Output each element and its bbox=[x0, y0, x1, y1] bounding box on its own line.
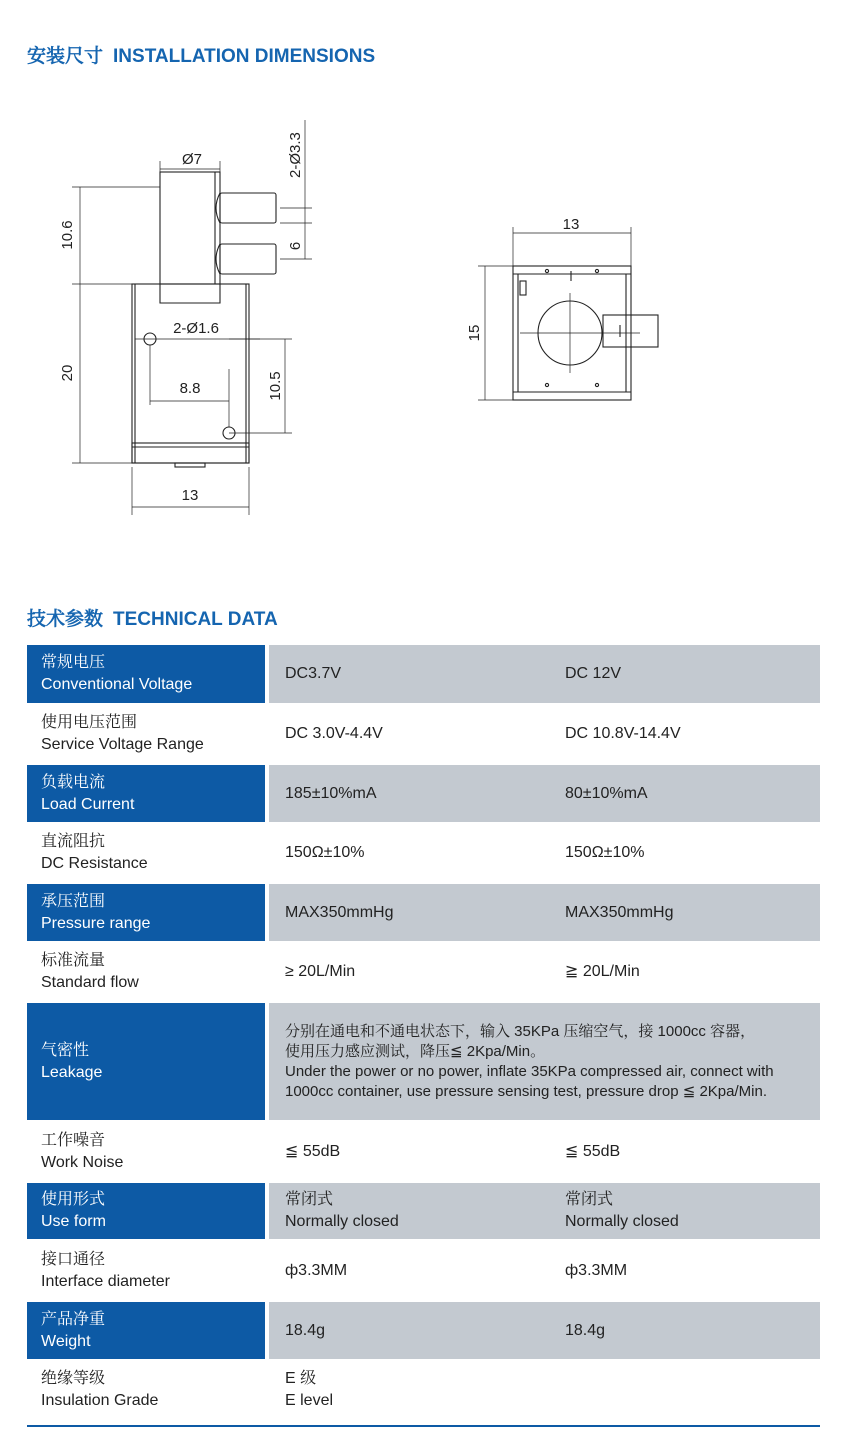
value-cell: ≧ 20L/Min bbox=[549, 944, 820, 1000]
label-cn: 标准流量 bbox=[41, 952, 106, 969]
row-label bbox=[27, 765, 269, 822]
label-en: Pressure range bbox=[41, 914, 151, 932]
table-row bbox=[27, 645, 820, 703]
technical-title-cn: 技术参数 bbox=[27, 609, 104, 630]
label-cn: 常规电压 bbox=[41, 654, 106, 671]
label-cn: 气密性 bbox=[41, 1041, 90, 1059]
row-label bbox=[27, 1123, 269, 1180]
value-cell: 18.4g bbox=[269, 1302, 549, 1359]
value-cell: DC 3.0V-4.4V bbox=[269, 706, 549, 762]
row-label bbox=[27, 1302, 269, 1359]
front-port-lower bbox=[220, 244, 276, 274]
label-cn: 产品净重 bbox=[41, 1310, 106, 1328]
table-row bbox=[27, 825, 820, 881]
value-cell: ≦ 55dB bbox=[549, 1123, 820, 1180]
side-dimension-lines bbox=[478, 227, 640, 400]
table-row bbox=[27, 1242, 820, 1299]
leakage-note-cn-1: 分别在通电和不通电状态下，输入 35KPa 压缩空气，接 1000cc 容器， bbox=[285, 1022, 756, 1040]
row-label bbox=[27, 1362, 269, 1418]
value-cell: ≦ 55dB bbox=[269, 1123, 549, 1180]
installation-title-en: INSTALLATION DIMENSIONS bbox=[113, 46, 376, 67]
leakage-note bbox=[269, 1003, 820, 1120]
label-cn: 直流阻抗 bbox=[41, 833, 106, 850]
value-cell: MAX350mmHg bbox=[549, 884, 820, 941]
front-body bbox=[132, 284, 249, 463]
table-row bbox=[27, 1123, 820, 1180]
label-en: Weight bbox=[41, 1332, 91, 1350]
value-cell bbox=[269, 1362, 549, 1418]
front-inlet-column bbox=[160, 172, 220, 284]
label-en: DC Resistance bbox=[41, 855, 148, 872]
label-en: Use form bbox=[41, 1213, 106, 1230]
table-row bbox=[27, 884, 820, 941]
table-bottom-rule bbox=[27, 1425, 820, 1427]
front-port-upper bbox=[220, 193, 276, 223]
label-cn: 工作噪音 bbox=[41, 1131, 106, 1149]
value-en: Normally closed bbox=[565, 1213, 679, 1230]
label-cn: 接口通径 bbox=[41, 1250, 106, 1268]
table-row bbox=[27, 1003, 820, 1120]
value-cell bbox=[549, 1183, 820, 1239]
label-en: Insulation Grade bbox=[41, 1392, 159, 1409]
value-cell bbox=[269, 1183, 549, 1239]
label-cn: 使用形式 bbox=[41, 1191, 106, 1208]
front-dimension-lines bbox=[72, 120, 312, 515]
installation-drawing bbox=[0, 75, 846, 545]
value-cn: E 级 bbox=[285, 1370, 317, 1387]
value-cell: 80±10%mA bbox=[549, 765, 820, 822]
value-cell: ф3.3MM bbox=[269, 1242, 549, 1299]
table-row bbox=[27, 944, 820, 1000]
value-cell: ≥ 20L/Min bbox=[269, 944, 549, 1000]
label-en: Work Noise bbox=[41, 1153, 124, 1171]
row-label bbox=[27, 1183, 269, 1239]
row-label bbox=[27, 1242, 269, 1299]
leakage-note-cn-2: 使用压力感应测试，降压≦ 2Kpa/Min。 bbox=[285, 1042, 546, 1060]
value-cell: 18.4g bbox=[549, 1302, 820, 1359]
value-en: Normally closed bbox=[285, 1213, 399, 1230]
label-cn: 承压范围 bbox=[41, 892, 106, 910]
installation-title bbox=[27, 41, 375, 68]
value-cn: 常闭式 bbox=[285, 1191, 334, 1208]
value-cn: 常闭式 bbox=[565, 1191, 614, 1208]
value-cell: DC 12V bbox=[549, 645, 820, 703]
label-cn: 负载电流 bbox=[41, 773, 106, 791]
leakage-note-en-2: 1000cc container, use pressure sensing test, pressure drop ≦ 2Kpa/Min. bbox=[285, 1082, 767, 1100]
dim-diameter-7: Ø7 bbox=[181, 151, 203, 168]
technical-title-en: TECHNICAL DATA bbox=[113, 609, 278, 630]
table-row bbox=[27, 1302, 820, 1359]
table-row bbox=[27, 1183, 820, 1239]
value-cell: 185±10%mA bbox=[269, 765, 549, 822]
label-en: Conventional Voltage bbox=[41, 676, 193, 693]
dim-hole-diameter: 2-Ø1.6 bbox=[173, 320, 219, 337]
label-en: Standard flow bbox=[41, 974, 139, 991]
label-en: Interface diameter bbox=[41, 1272, 170, 1290]
dim-port-spacing: 6 bbox=[287, 241, 304, 251]
row-label bbox=[27, 1003, 269, 1120]
dim-hole-spacing-10-5: 10.5 bbox=[267, 371, 284, 401]
label-cn: 使用电压范围 bbox=[41, 714, 138, 731]
dim-width-13-front: 13 bbox=[181, 487, 199, 504]
value-cell: 150Ω±10% bbox=[549, 825, 820, 881]
table-row bbox=[27, 1362, 820, 1418]
row-label bbox=[27, 884, 269, 941]
value-cell: DC 10.8V-14.4V bbox=[549, 706, 820, 762]
dim-hole-spacing-8-8: 8.8 bbox=[179, 380, 201, 397]
value-en: E level bbox=[285, 1392, 334, 1409]
row-label bbox=[27, 825, 269, 881]
value-cell: MAX350mmHg bbox=[269, 884, 549, 941]
dim-port-diameter: 2-Ø3.3 bbox=[287, 132, 304, 178]
row-label bbox=[27, 706, 269, 762]
table-row bbox=[27, 706, 820, 762]
row-label bbox=[27, 645, 269, 703]
spec-table bbox=[27, 645, 820, 1418]
dim-height-20: 20 bbox=[59, 364, 76, 382]
label-en: Service Voltage Range bbox=[41, 736, 204, 753]
value-cell bbox=[549, 1362, 820, 1418]
technical-title bbox=[27, 604, 278, 631]
dim-height-15: 15 bbox=[466, 324, 483, 342]
label-en: Load Current bbox=[41, 795, 135, 813]
label-en: Leakage bbox=[41, 1063, 103, 1081]
dim-height-10-6: 10.6 bbox=[59, 220, 76, 250]
label-cn: 绝缘等级 bbox=[41, 1370, 106, 1387]
value-cell: ф3.3MM bbox=[549, 1242, 820, 1299]
leakage-note-en-1: Under the power or no power, inflate 35KPa compressed air, connect with bbox=[285, 1062, 774, 1080]
dim-width-13-side: 13 bbox=[562, 216, 580, 233]
table-row bbox=[27, 765, 820, 822]
value-cell: 150Ω±10% bbox=[269, 825, 549, 881]
row-label bbox=[27, 944, 269, 1000]
value-cell: DC3.7V bbox=[269, 645, 549, 703]
installation-title-cn: 安装尺寸 bbox=[27, 46, 104, 67]
